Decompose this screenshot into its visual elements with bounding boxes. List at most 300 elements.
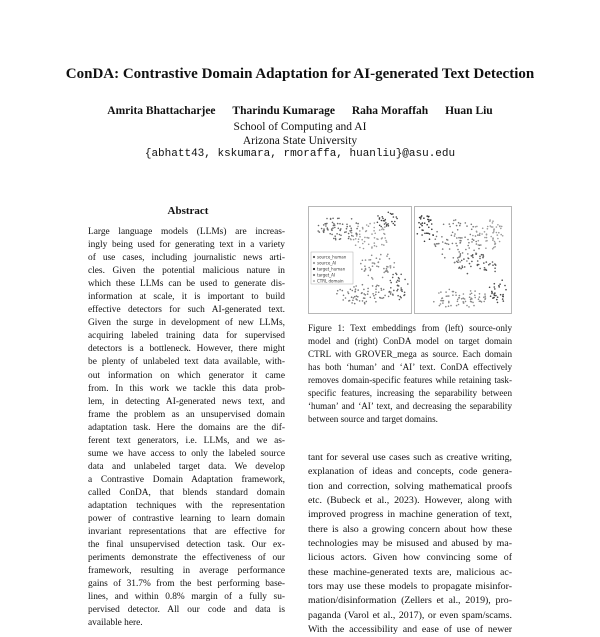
scatter-point <box>404 292 406 294</box>
scatter-point <box>493 297 495 299</box>
abstract-line: ingly being used for generating text in a variety <box>88 240 285 251</box>
scatter-point <box>496 232 498 234</box>
scatter-point <box>465 222 467 224</box>
caption-line: model and (right) ConDA model on target domain <box>308 336 512 347</box>
scatter-point <box>428 219 430 221</box>
scatter-point <box>438 292 440 294</box>
scatter-point <box>381 298 383 300</box>
scatter-point <box>472 257 474 259</box>
scatter-point <box>384 223 386 225</box>
scatter-point <box>394 224 396 226</box>
scatter-point <box>453 257 455 259</box>
scatter-point <box>337 290 339 292</box>
scatter-point <box>479 268 481 270</box>
scatter-point <box>357 223 359 225</box>
scatter-point <box>347 291 349 293</box>
scatter-point <box>430 219 432 221</box>
scatter-point <box>356 295 358 297</box>
abstract-line: data and unlabeled target data. We develop <box>88 461 285 472</box>
scatter-point <box>392 274 394 276</box>
scatter-point <box>340 238 342 240</box>
scatter-point <box>456 225 458 227</box>
scatter-point <box>500 228 502 230</box>
scatter-point <box>379 225 381 227</box>
scatter-point <box>352 235 354 237</box>
scatter-point <box>484 237 486 239</box>
scatter-point <box>374 222 376 224</box>
scatter-point <box>356 234 358 236</box>
scatter-point <box>367 291 369 293</box>
body-line: etc. (Bubeck et al., 2023). However, along with <box>308 495 512 507</box>
legend-marker <box>313 268 315 270</box>
scatter-point <box>372 265 374 267</box>
scatter-point <box>359 234 361 236</box>
scatter-point <box>421 215 423 217</box>
scatter-point <box>379 218 381 220</box>
body-text <box>308 451 512 637</box>
scatter-point <box>373 230 375 232</box>
abstract-line: power of contrastive learning to learn domain <box>88 514 285 525</box>
scatter-point <box>449 289 451 291</box>
scatter-point <box>454 262 456 264</box>
scatter-point <box>424 222 426 224</box>
scatter-point <box>474 290 476 292</box>
scatter-point <box>368 244 370 246</box>
scatter-point <box>486 233 488 235</box>
scatter-point <box>477 260 479 262</box>
scatter-point <box>458 304 460 306</box>
scatter-point <box>359 247 361 249</box>
scatter-point <box>461 237 463 239</box>
scatter-point <box>492 264 494 266</box>
scatter-point <box>340 235 342 237</box>
scatter-point <box>486 237 488 239</box>
scatter-point <box>499 226 501 228</box>
author-name: Amrita Bhattacharjee <box>107 105 216 117</box>
body-line: paganda (Varol et al., 2017), or even spam/scams. <box>308 609 512 621</box>
scatter-point <box>469 263 471 265</box>
scatter-point <box>418 222 420 224</box>
scatter-point <box>387 223 389 225</box>
scatter-point <box>380 254 382 256</box>
scatter-point <box>449 223 451 225</box>
scatter-point <box>345 297 347 299</box>
scatter-point <box>383 244 385 246</box>
scatter-point <box>494 295 496 297</box>
scatter-point <box>343 295 345 297</box>
scatter-point <box>364 241 366 243</box>
author-name: Raha Moraffah <box>351 105 429 117</box>
scatter-point <box>478 248 480 250</box>
scatter-point <box>497 296 499 298</box>
scatter-point <box>390 280 392 282</box>
scatter-point <box>455 243 457 245</box>
scatter-point <box>424 241 426 243</box>
scatter-point <box>469 293 471 295</box>
scatter-point <box>494 292 496 294</box>
scatter-point <box>366 301 368 303</box>
scatter-point <box>449 226 451 228</box>
scatter-point <box>353 286 355 288</box>
scatter-point <box>492 232 494 234</box>
scatter-point <box>396 281 398 283</box>
scatter-point <box>349 225 351 227</box>
scatter-point <box>331 230 333 232</box>
scatter-point <box>333 238 335 240</box>
scatter-point <box>457 257 459 259</box>
scatter-point <box>400 296 402 298</box>
scatter-point <box>351 296 353 298</box>
scatter-point <box>374 237 376 239</box>
scatter-point <box>362 243 364 245</box>
scatter-point <box>471 261 473 263</box>
scatter-point <box>371 233 373 235</box>
scatter-point <box>462 252 464 254</box>
scatter-point <box>400 289 402 291</box>
scatter-point <box>380 297 382 299</box>
scatter-point <box>461 298 463 300</box>
scatter-point <box>498 232 500 234</box>
scatter-point <box>494 241 496 243</box>
scatter-point <box>373 295 375 297</box>
abstract-line: of use cases, including journalistic news arti- <box>88 253 285 264</box>
scatter-point <box>504 285 506 287</box>
scatter-point <box>339 223 341 225</box>
scatter-point <box>434 243 436 245</box>
scatter-point <box>355 285 357 287</box>
scatter-point <box>431 223 433 225</box>
scatter-point <box>484 269 486 271</box>
scatter-point <box>380 288 382 290</box>
abstract-line: be plenty of unlabeled text data available, with- <box>88 357 285 368</box>
scatter-point <box>384 237 386 239</box>
caption-line: Figure 1: Text embeddings from (left) source-only <box>308 323 512 333</box>
scatter-point <box>377 222 379 224</box>
scatter-point <box>393 223 395 225</box>
scatter-point <box>333 225 335 227</box>
scatter-point <box>464 236 466 238</box>
scatter-point <box>474 295 476 297</box>
scatter-point <box>492 239 494 241</box>
scatter-point <box>366 237 368 239</box>
scatter-point <box>382 216 384 218</box>
scatter-point <box>391 213 393 215</box>
scatter-point <box>492 226 494 228</box>
scatter-point <box>462 267 464 269</box>
scatter-point <box>355 290 357 292</box>
scatter-point <box>480 300 482 302</box>
scatter-point <box>458 237 460 239</box>
scatter-point <box>355 288 357 290</box>
scatter-point <box>456 245 458 247</box>
scatter-point <box>467 239 469 241</box>
scatter-point <box>360 263 362 265</box>
scatter-point <box>476 243 478 245</box>
scatter-point <box>460 268 462 270</box>
body-line: licious actors. Given how convincing some of <box>308 552 512 564</box>
body-line: technologies may be misused and abused by ma- <box>308 538 512 550</box>
scatter-point <box>467 245 469 247</box>
scatter-point <box>460 237 462 239</box>
scatter-point <box>466 260 468 262</box>
scatter-point <box>376 246 378 248</box>
scatter-point <box>336 233 338 235</box>
scatter-point <box>383 297 385 299</box>
scatter-point <box>396 216 398 218</box>
scatter-point <box>381 229 383 231</box>
scatter-point <box>429 233 431 235</box>
scatter-point <box>471 301 473 303</box>
scatter-point <box>450 305 452 307</box>
body-line: With the accessibility and ease of use of newer <box>308 624 512 636</box>
scatter-point <box>492 222 494 224</box>
scatter-point <box>375 294 377 296</box>
scatter-point <box>337 223 339 225</box>
scatter-point <box>487 228 489 230</box>
scatter-point <box>459 267 461 269</box>
scatter-point <box>435 246 437 248</box>
caption-line: specific features, increasing the separability between <box>308 388 512 399</box>
scatter-point <box>479 296 481 298</box>
scatter-point <box>460 242 462 244</box>
abstract-line: from. In this work we tackle this data prob- <box>88 383 285 394</box>
scatter-point <box>447 295 449 297</box>
scatter-point <box>463 258 465 260</box>
scatter-point <box>479 233 481 235</box>
scatter-point <box>332 218 334 220</box>
scatter-point <box>387 254 389 256</box>
legend-marker <box>313 262 315 264</box>
caption-line: CTRL with GROVER_mega as source. Each domain <box>308 349 512 360</box>
abstract-body <box>88 226 285 630</box>
scatter-point <box>367 288 369 290</box>
scatter-point <box>459 256 461 258</box>
scatter-point <box>421 229 423 231</box>
scatter-point <box>383 272 385 274</box>
scatter-point <box>348 236 350 238</box>
body-line: tant for several use cases such as creative writing, <box>308 452 512 463</box>
scatter-point <box>321 228 323 230</box>
scatter-point <box>393 216 395 218</box>
scatter-point <box>400 274 402 276</box>
scatter-point <box>452 243 454 245</box>
abstract-line: cles. Given the potential malicious nature in <box>88 266 285 277</box>
scatter-point <box>484 267 486 269</box>
scatter-point <box>363 248 365 250</box>
scatter-point <box>404 279 406 281</box>
scatter-point <box>494 283 496 285</box>
scatter-point <box>366 224 368 226</box>
scatter-point <box>436 231 438 233</box>
scatter-point <box>381 244 383 246</box>
body-line: these machine-generated texts are, malicious ac- <box>308 566 512 578</box>
scatter-point <box>494 288 496 290</box>
scatter-point <box>457 249 459 251</box>
scatter-point <box>461 260 463 262</box>
scatter-point <box>496 226 498 228</box>
scatter-point <box>396 274 398 276</box>
scatter-point <box>332 222 334 224</box>
scatter-point <box>476 231 478 233</box>
scatter-point <box>392 277 394 279</box>
scatter-point <box>461 265 463 267</box>
scatter-point <box>472 238 474 240</box>
abstract-line: gains of 31.7% from the best performing base- <box>88 579 285 590</box>
scatter-point <box>403 295 405 297</box>
caption-line: ‘human’ and ‘AI’ text, and decreasing the separability <box>308 401 512 412</box>
scatter-point <box>458 259 460 261</box>
scatter-point <box>364 302 366 304</box>
scatter-point <box>354 296 356 298</box>
scatter-point <box>342 290 344 292</box>
scatter-point <box>442 248 444 250</box>
scatter-point <box>435 238 437 240</box>
scatter-point <box>472 226 474 228</box>
scatter-point <box>375 291 377 293</box>
scatter-point <box>448 302 450 304</box>
scatter-point <box>428 221 430 223</box>
scatter-point <box>448 305 450 307</box>
scatter-point <box>318 225 320 227</box>
scatter-point <box>386 225 388 227</box>
scatter-point <box>381 289 383 291</box>
scatter-point <box>420 218 422 220</box>
scatter-point <box>327 228 329 230</box>
scatter-point <box>382 218 384 220</box>
scatter-point <box>372 293 374 295</box>
abstract-heading: Abstract <box>167 205 209 217</box>
scatter-point <box>442 253 444 255</box>
scatter-point <box>452 294 454 296</box>
scatter-point <box>376 285 378 287</box>
scatter-point <box>359 236 361 238</box>
scatter-point <box>362 300 364 302</box>
legend-label: CTRL domain <box>317 278 344 284</box>
scatter-point <box>478 244 480 246</box>
scatter-point <box>356 222 358 224</box>
abstract-line: a Contrastive Domain Adaptation framework, <box>88 474 285 485</box>
scatter-point <box>481 233 483 235</box>
scatter-point <box>357 289 359 291</box>
scatter-point <box>484 295 486 297</box>
scatter-point <box>503 300 505 302</box>
scatter-point <box>348 293 350 295</box>
scatter-point <box>383 220 385 222</box>
scatter-point <box>358 238 360 240</box>
scatter-point <box>438 243 440 245</box>
scatter-point <box>463 293 465 295</box>
abstract-line: ferent text generators, i.e. LLMs, and we as- <box>88 435 285 446</box>
scatter-point <box>448 244 450 246</box>
scatter-point <box>379 229 381 231</box>
scatter-point <box>498 285 500 287</box>
paper-title: ConDA: Contrastive Domain Adaptation for AI-generated Text Detection <box>65 66 535 82</box>
scatter-point <box>323 228 325 230</box>
scatter-point <box>446 295 448 297</box>
scatter-point <box>332 227 334 229</box>
scatter-point <box>393 267 395 269</box>
scatter-point <box>426 224 428 226</box>
scatter-point <box>383 268 385 270</box>
caption-line: removes domain-specific features while retaining task- <box>308 375 512 386</box>
abstract-line: periments demonstrate the effectiveness of our <box>88 553 285 564</box>
scatter-point <box>362 284 364 286</box>
scatter-point <box>492 220 494 222</box>
scatter-point <box>398 277 400 279</box>
scatter-point <box>471 229 473 231</box>
scatter-point <box>372 285 374 287</box>
scatter-point <box>384 226 386 228</box>
scatter-point <box>475 241 477 243</box>
scatter-point <box>501 279 503 281</box>
scatter-point <box>428 227 430 229</box>
author-emails: {abhatt43, kskumara, rmoraffa, huanliu}@asu.edu <box>144 148 456 160</box>
scatter-point <box>334 235 336 237</box>
scatter-point <box>397 285 399 287</box>
abstract-line: adaptation techniques with the representation <box>88 500 285 511</box>
scatter-point <box>436 243 438 245</box>
scatter-point <box>390 267 392 269</box>
scatter-point <box>436 236 438 238</box>
legend <box>311 252 353 284</box>
scatter-point <box>427 233 429 235</box>
scatter-point <box>353 297 355 299</box>
scatter-point <box>352 300 354 302</box>
scatter-point <box>484 231 486 233</box>
scatter-point <box>455 292 457 294</box>
scatter-point <box>421 225 423 227</box>
scatter-point <box>475 226 477 228</box>
scatter-point <box>475 253 477 255</box>
scatter-point <box>386 255 388 257</box>
scatter-point <box>486 240 488 242</box>
scatter-point <box>370 297 372 299</box>
scatter-point <box>444 257 446 259</box>
scatter-point <box>356 235 358 237</box>
scatter-point <box>464 298 466 300</box>
scatter-point <box>396 290 398 292</box>
legend-label: source_human <box>317 254 347 260</box>
scatter-point <box>481 254 483 256</box>
scatter-point <box>495 264 497 266</box>
scatter-point <box>342 223 344 225</box>
scatter-point <box>374 233 376 235</box>
scatter-point <box>365 259 367 261</box>
scatter-point <box>499 241 501 243</box>
scatter-point <box>489 219 491 221</box>
scatter-point <box>383 233 385 235</box>
scatter-point <box>459 225 461 227</box>
abstract-line: adaptation task. Here the domains are the dif- <box>88 422 285 433</box>
scatter-point <box>380 226 382 228</box>
scatter-point <box>479 256 481 258</box>
scatter-point <box>422 222 424 224</box>
scatter-point <box>442 302 444 304</box>
embedding-figure <box>308 206 512 316</box>
affiliation-university: Arizona State University <box>242 135 358 147</box>
scatter-point <box>348 238 350 240</box>
scatter-point <box>445 242 447 244</box>
scatter-point <box>452 223 454 225</box>
body-line: explanation of ideas and concepts, code genera- <box>308 466 512 478</box>
legend-marker <box>313 280 315 282</box>
scatter-point <box>378 285 380 287</box>
scatter-point <box>388 225 390 227</box>
scatter-point <box>473 305 475 307</box>
scatter-point <box>496 299 498 301</box>
scatter-point <box>370 259 372 261</box>
scatter-point <box>376 265 378 267</box>
